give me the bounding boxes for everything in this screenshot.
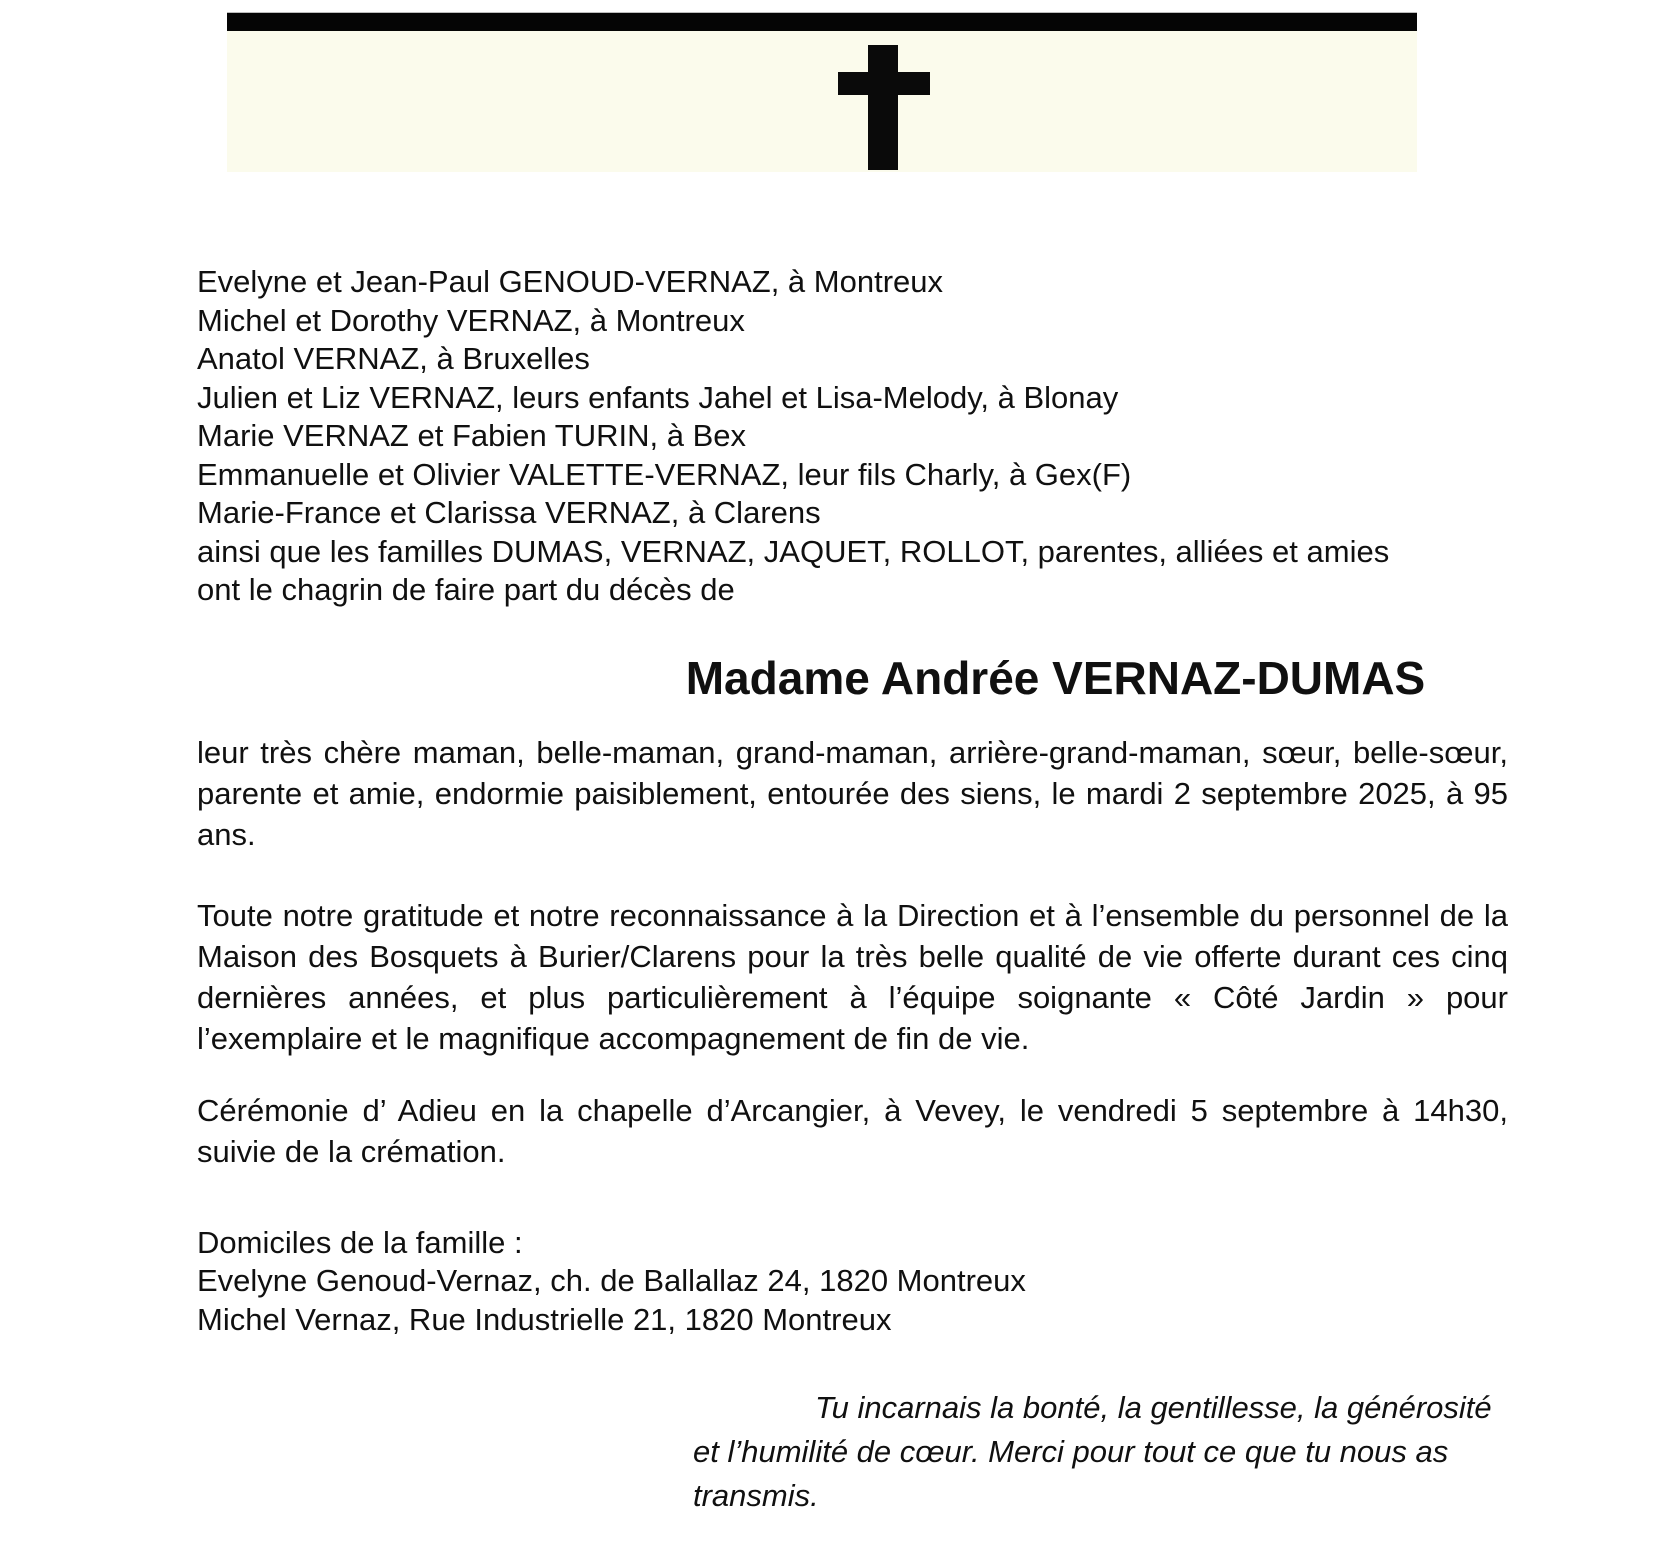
quote-line: transmis. [693, 1478, 819, 1513]
family-line: Marie VERNAZ et Fabien TURIN, à Bex [197, 418, 746, 453]
family-line: Marie-France et Clarissa VERNAZ, à Clarens [197, 495, 821, 530]
family-line: Emmanuelle et Olivier VALETTE-VERNAZ, leur fils Charly, à Gex(F) [197, 456, 1132, 492]
deceased-name-title: Madame Andrée VERNAZ-DUMAS [685, 651, 1426, 704]
family-line: Michel et Dorothy VERNAZ, à Montreux [197, 302, 745, 338]
quote-line: Tu incarnais la bonté, la gentillesse, la générosité [815, 1390, 1492, 1425]
domicile-address: Michel Vernaz, Rue Industrielle 21, 1820 Montreux [197, 1301, 892, 1337]
memorial-quote [693, 1386, 1508, 1518]
quote-line: et l’humilité de cœur. Merci pour tout ce que tu nous as [693, 1434, 1449, 1469]
family-line: Anatol VERNAZ, à Bruxelles [197, 341, 590, 376]
ceremony-paragraph: Cérémonie d’ Adieu en la chapelle d’Arcangier, à Vevey, le vendredi 5 septembre à 14h30, suivie de la crémation. [197, 1092, 1508, 1169]
domiciles-heading: Domiciles de la famille : [197, 1224, 523, 1260]
gratitude-paragraph: Toute notre gratitude et notre reconnaissance à la Direction et à l’ensemble du personnel de la Maison des Bosquets à Burier/Clarens pour la très belle qualité de vie offerte durant ces cinq dernières années, et plus particulièrement à l’équipe soignante « Côté Jardin » pour l’exemplaire et le magnifique accompagnement de fin de vie. [197, 897, 1508, 1056]
family-line: ainsi que les familles DUMAS, VERNAZ, JAQUET, ROLLOT, parentes, alliées et amies [197, 533, 1390, 569]
family-line: Julien et Liz VERNAZ, leurs enfants Jahel et Lisa-Melody, à Blonay [197, 379, 1119, 415]
family-line: Evelyne et Jean-Paul GENOUD-VERNAZ, à Montreux [197, 264, 943, 299]
tribute-paragraph: leur très chère maman, belle-maman, grand-maman, arrière-grand-maman, sœur, belle-sœur, parente et amie, endormie paisiblement, entourée des siens, le mardi 2 septembre 2025, à 95 ans. [197, 734, 1508, 852]
domicile-address: Evelyne Genoud-Vernaz, ch. de Ballallaz 24, 1820 Montreux [197, 1263, 1026, 1298]
family-names-list [197, 263, 1508, 610]
family-line: ont le chagrin de faire part du décès de [197, 572, 735, 607]
obituary-body [197, 0, 1508, 1518]
domiciles-block [197, 1224, 1508, 1340]
